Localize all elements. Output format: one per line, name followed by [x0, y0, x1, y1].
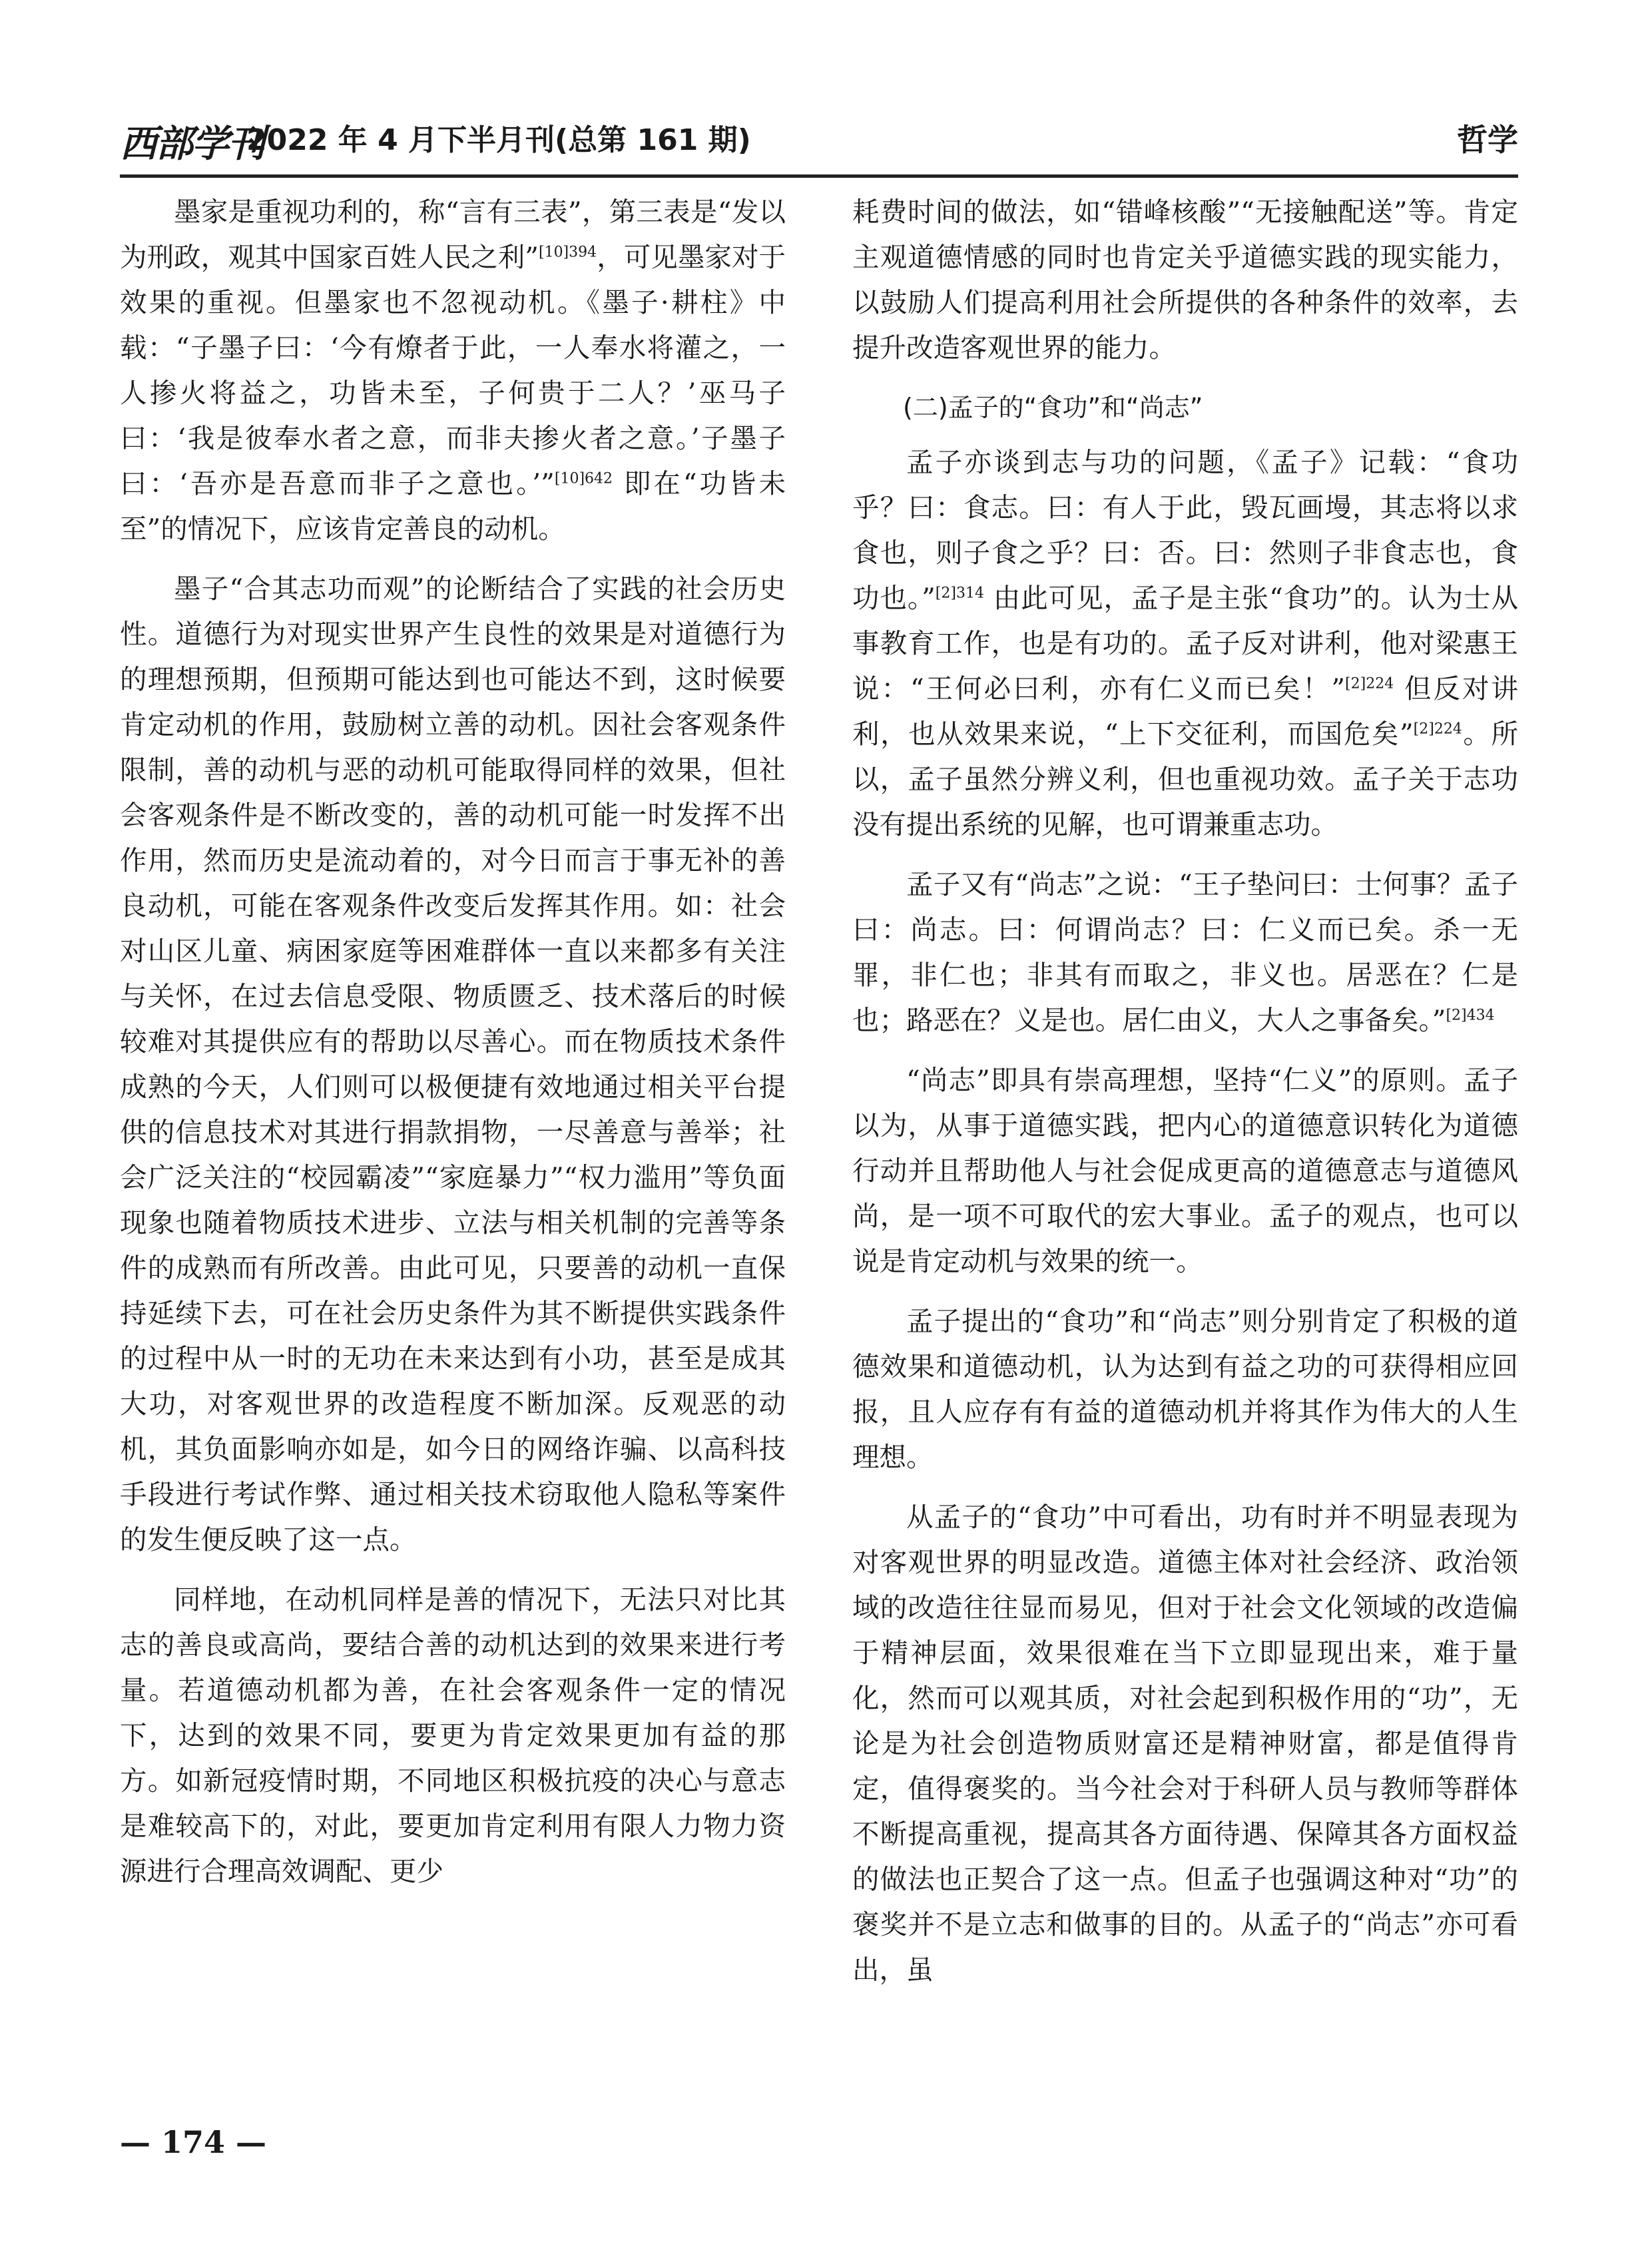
paragraph: “尚志”即具有崇高理想，坚持“仁义”的原则。孟子以为，从事于道德实践，把内心的道德意识转化为道德行动并且帮助他人与社会促成更高的道德意志与道德风尚，是一项不可取代的宏大事业。孟子的观点，也可以说是肯定动机与效果的统一。 [852, 1064, 1518, 1277]
paragraph: 孟子又有“尚志”之说：“王子垫问曰：士何事？孟子曰：尚志。曰：何谓尚志？曰：仁义而已矣。杀一无罪，非仁也；非其有而取之，非义也。居恶在？仁是也；路恶在？义是也。居仁由义，大人之事备矣。”$^{[2]434}$ [852, 868, 1518, 1036]
section-heading: (二)孟子的“食功”和“尚志” [903, 393, 1203, 422]
paragraph-continued: 耗费时间的做法，如“错峰核酸”“无接触配送”等。肯定主观道德情感的同时也肯定关乎道德实践的现实能力，以鼓励人们提高利用社会所提供的各种条件的效率，去提升改造客观世界的能力。 [852, 196, 1518, 364]
section-label: 哲学 [1457, 122, 1518, 158]
issue-info: 2022 年 4 月下半月刊(总第 161 期) [246, 123, 751, 157]
header-rule [120, 174, 1518, 178]
citation: [2]224 [1413, 720, 1462, 738]
paragraph: 孟子提出的“食功”和“尚志”则分别肯定了积极的道德效果和道德动机，认为达到有益之功的可获得相应回报，且人应存有有益的道德动机并将其作为伟大的人生理想。 [852, 1305, 1518, 1473]
left-column [120, 189, 786, 1908]
citation: [2]434 [1446, 1007, 1495, 1024]
paragraph: 从孟子的“食功”中可看出，功有时并不明显表现为对客观世界的明显改造。道德主体对社会经济、政治领域的改造往往显而易见，但对于社会文化领域的改造偏于精神层面，效果很难在当下立即显现出来，难于量化，然而可以观其质，对社会起到积极作用的“功”，无论是为社会创造物质财富还是精神财富，都是值得肯定，值得褒奖的。当今社会对于科研人员与教师等群体不断提高重视，提高其各方面待遇、保障其各方面权益的做法也正契合了这一点。但孟子也强调这种对“功”的褒奖并不是立志和做事的目的。从孟子的“尚志”亦可看出，虽 [852, 1501, 1518, 1986]
citation: [10]394 [538, 244, 597, 261]
citation: [2]224 [1345, 675, 1394, 693]
paragraph: 孟子亦谈到志与功的问题，《孟子》记载：“食功乎？曰：食志。曰：有人于此，毁瓦画墁，其志将以求食也，则子食之乎？曰：否。曰：然则子非食志也，食功也。”$^{[2]314}$ 由此可见，孟子是主张“食功”的。认为士从事教育工作，也是有功的。孟子反对讲利，他对梁惠王说：“王何必曰利，亦有仁义而已矣！”$^{[2]224}$ 但反对讲利，也从效果来说，“上下交征利，而国危矣”$^{[2]224}$。所以，孟子虽然分辨义利，但也重视功效。孟子关于志功没有提出系统的见解，也可谓兼重志功。 [852, 446, 1518, 840]
paragraph: 墨家是重视功利的，称“言有三表”，第三表是“发以为刑政，观其中国家百姓人民之利”$^{[10]394}$，可见墨家对于效果的重视。但墨家也不忽视动机。《墨子·耕柱》中载：“子墨子曰：‘今有燎者于此，一人奉水将灌之，一人掺火将益之，功皆未至，子何贵于二人？’巫马子曰：‘我是彼奉水者之意，而非夫掺火者之意。’子墨子曰：‘吾亦是吾意而非子之意也。’”$^{[10]642}$ 即在“功皆未至”的情况下，应该肯定善良的动机。 [120, 196, 786, 545]
journal-logo: 西部学刊 [120, 122, 264, 166]
citation: [2]314 [935, 585, 984, 602]
paragraph: 墨子“合其志功而观”的论断结合了实践的社会历史性。道德行为对现实世界产生良性的效果是对道德行为的理想预期，但预期可能达到也可能达不到，这时候要肯定动机的作用，鼓励树立善的动机。因社会客观条件限制，善的动机与恶的动机可能取得同样的效果，但社会客观条件是不断改变的，善的动机可能一时发挥不出作用，然而历史是流动着的，对今日而言于事无补的善良动机，可能在客观条件改变后发挥其作用。如：社会对山区儿童、病困家庭等困难群体一直以来都多有关注与关怀，在过去信息受限、物质匮乏、技术落后的时候较难对其提供应有的帮助以尽善心。而在物质技术条件成熟的今天，人们则可以极便捷有效地通过相关平台提供的信息技术对其进行捐款捐物，一尽善意与善举；社会广泛关注的“校园霸凌”“家庭暴力”“权力滥用”等负面现象也随着物质技术进步、立法与相关机制的完善等条件的成熟而有所改善。由此可见，只要善的动机一直保持延续下去，可在社会历史条件为其不断提供实践条件的过程中从一时的无功在未来达到有小功，甚至是成其大功，对客观世界的改造程度不断加深。反观恶的动机，其负面影响亦如是，如今日的网络诈骗、以高科技手段进行考试作弊、通过相关技术窃取他人隐私等案件的发生便反映了这一点。 [120, 573, 786, 1555]
paragraph: 同样地，在动机同样是善的情况下，无法只对比其志的善良或高尚，要结合善的动机达到的效果来进行考量。若道德动机都为善，在社会客观条件一定的情况下，达到的效果不同，要更为肯定效果更加有益的那方。如新冠疫情时期，不同地区积极抗疫的决心与意志是难较高下的，对此，要更加肯定利用有限人力物力资源进行合理高效调配、更少 [120, 1583, 786, 1887]
page-number: — 174 — [120, 2124, 267, 2160]
right-column [852, 189, 1518, 2007]
citation: [10]642 [554, 470, 613, 487]
running-header [120, 112, 1518, 172]
